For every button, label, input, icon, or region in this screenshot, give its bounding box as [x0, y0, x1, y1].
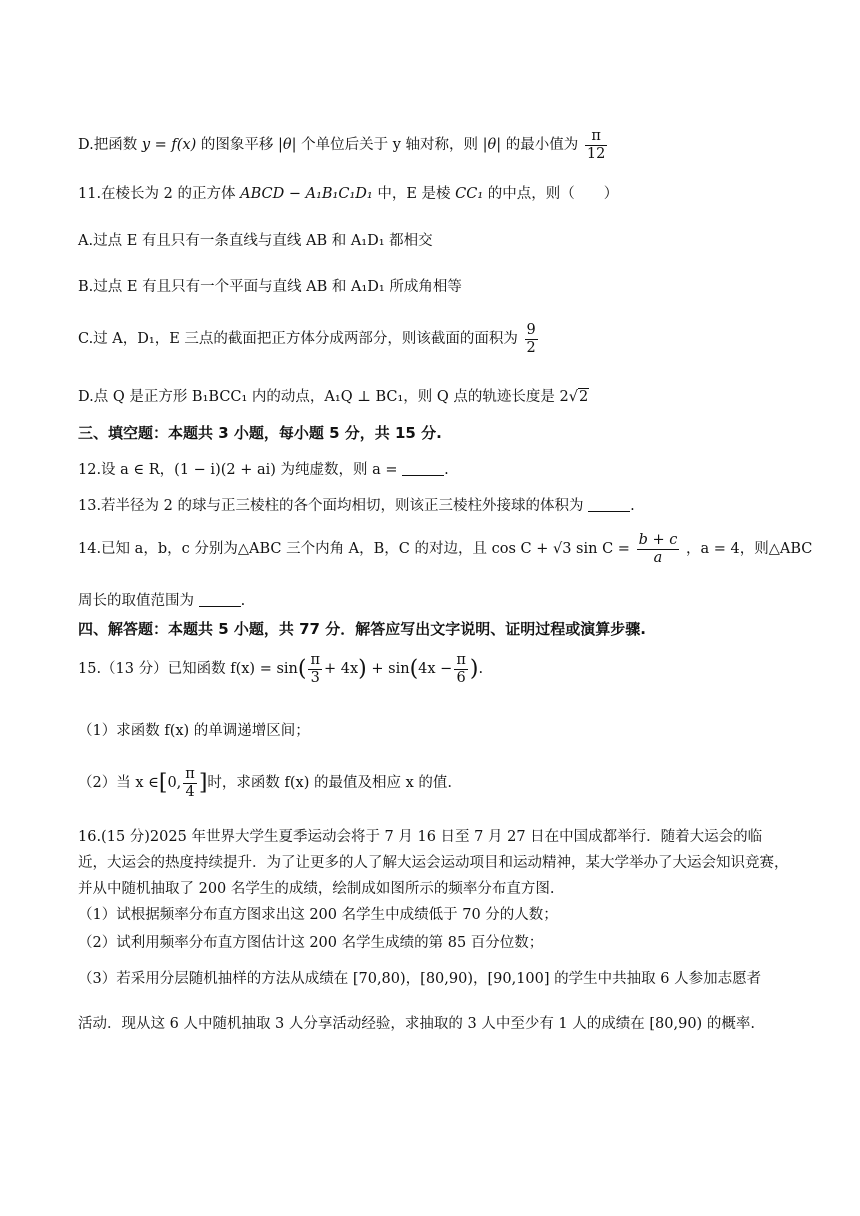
q11-c-frac-den: 2 [526, 339, 536, 356]
q11-stem [78, 185, 790, 203]
q11-cube: ABCD − A₁B₁C₁D₁ [240, 186, 373, 202]
q11-stem-text2: 中，E 是棱 [377, 186, 451, 202]
q16-part1: （1）试根据频率分布直方图求出这 200 名学生中成绩低于 70 分的人数； [78, 907, 558, 923]
q12 [78, 461, 790, 479]
q12-end: . [444, 462, 449, 478]
q15-interval-start: 0, [167, 775, 182, 792]
q15-frac2-num: π [456, 652, 466, 668]
q11-option-d [78, 388, 790, 406]
q10-d-theta: |θ| [277, 137, 297, 154]
q16-part3-line2: 活动．现从这 6 人中随机抽取 3 人分享活动经验，求抽取的 3 人中至少有 1 人的成绩在 [80,90) 的概率. [78, 1016, 755, 1032]
section-4-title: 四、解答题：本题共 5 小题，共 77 分．解答应写出文字说明、证明过程或演算步骤. [78, 620, 646, 638]
section-3-title: 三、填空题：本题共 3 小题，每小题 5 分，共 15 分. [78, 424, 442, 442]
q14-answer-blank[interactable] [199, 592, 241, 607]
q11-d-text: D.点 Q 是正方形 B₁BCC₁ 内的动点，A₁Q ⊥ BC₁，则 Q 点的轨迹长度是 [78, 389, 555, 405]
q10-d-text1: 的图象平移 [200, 137, 274, 154]
q10-d-theta-2: |θ| [482, 137, 502, 154]
q14-fraction [637, 532, 680, 566]
q10-d-text2: 个单位后关于 y 轴对称，则 [301, 137, 479, 154]
q16-paragraph: 16.(15 分)2025 年世界大学生夏季运动会将于 7 月 16 日至 7 月 27 日在中国成都举行．随着大运会的临近，大运会的热度持续提升．为了让更多的人了解大运会运动项目和运动精神，某大学举办了大运会知识竞赛，并从中随机抽取了 200 名学生的成绩，绘制成如图所示的频率分布直方图. [78, 829, 789, 897]
q15-part1: （1）求函数 f(x) 的单调递增区间； [78, 723, 310, 739]
q15-text2: + 4x [324, 661, 359, 678]
q15-stem: 15.（13 分）已知函数 f(x) = sin( $\frac{\pi}{3}$ + 4x) + sin(4x − $\frac{\pi}{6}$ ). [78, 652, 484, 686]
q15-frac2-den: 6 [456, 669, 466, 686]
q15-frac2 [454, 652, 468, 686]
q13-text: 13.若半径为 2 的球与正三棱柱的各个面均相切，则该正三棱柱外接球的体积为 [78, 498, 584, 514]
q12-answer-blank[interactable] [402, 461, 444, 476]
q15-interval-frac [183, 766, 197, 800]
q15-frac1-den: 3 [310, 669, 320, 686]
q11-option-a: A.过点 E 有且只有一条直线与直线 AB 和 A₁D₁ 都相交 [78, 233, 433, 249]
q15-interval-den: 4 [185, 783, 195, 800]
q14-frac-den: a [653, 549, 663, 566]
q11-d-coef: 2 [559, 389, 569, 405]
q11-d-sqrt: √2 [568, 389, 589, 405]
q15-text1: 15.（13 分）已知函数 f(x) = sin [78, 661, 298, 678]
q15-interval-num: π [185, 766, 195, 782]
q13 [78, 497, 790, 515]
q11-stem-text3: 的中点，则（ ） [487, 186, 619, 202]
q11-c-text: C.过 A，D₁，E 三点的截面把正方体分成两部分，则该截面的面积为 [78, 331, 518, 348]
q15-frac1-num: π [310, 652, 320, 668]
q13-end: . [630, 498, 635, 514]
q11-option-c [78, 322, 790, 356]
q11-c-fraction [525, 322, 538, 356]
q11-edge: CC₁ [455, 186, 484, 202]
q10-option-d [78, 128, 790, 162]
q14-text2: ，a = 4，则△ABC [685, 541, 813, 558]
q10-d-text3: 的最小值为 [505, 137, 579, 154]
q15-end: . [478, 661, 484, 678]
q11-d-radicand: 2 [579, 389, 589, 405]
q10-d-frac-num: π [585, 128, 607, 146]
q15-frac1 [308, 652, 322, 686]
q14-line2 [78, 592, 790, 610]
q11-option-b: B.过点 E 有且只有一个平面与直线 AB 和 A₁D₁ 所成角相等 [78, 279, 462, 295]
q13-answer-blank[interactable] [588, 497, 630, 512]
q14-frac-num: b + c [638, 532, 678, 548]
q15-text3: + sin [371, 661, 410, 678]
q10-d-label: D.把函数 [78, 137, 138, 154]
q15-text4: 4x − [418, 661, 453, 678]
q14-text3: 周长的取值范围为 [78, 593, 194, 609]
q10-d-fraction [585, 128, 607, 162]
q15-part2-text1: （2）当 x ∈ [78, 775, 159, 792]
q11-c-frac-num: 9 [526, 322, 536, 338]
q16-part3-line1: （3）若采用分层随机抽样的方法从成绩在 [70,80)，[80,90)，[90,100] 的学生中共抽取 6 人参加志愿者 [78, 971, 762, 987]
q14-end: . [240, 593, 246, 609]
q12-text: 12.设 a ∈ R，(1 − i)(2 + ai) 为纯虚数，则 a = [78, 462, 398, 478]
q15-part2-text2: 时，求函数 f(x) 的最值及相应 x 的值. [207, 775, 453, 792]
q16-part2: （2）试利用频率分布直方图估计这 200 名学生成绩的第 85 百分位数； [78, 935, 544, 951]
q10-d-func: y = f(x) [141, 137, 197, 154]
q14-line1 [78, 532, 813, 566]
q15-part2: （2）当 x ∈[0, $\frac{\pi}{4}$ ]时，求函数 f(x) 的最值及相应 x 的值. [78, 766, 453, 800]
q10-d-frac-den: 12 [586, 145, 606, 162]
q11-stem-text1: 11.在棱长为 2 的正方体 [78, 186, 236, 202]
q14-text1: 14.已知 a，b，c 分别为△ABC 三个内角 A，B，C 的对边，且 cos C + √3 sin C = [78, 541, 630, 558]
